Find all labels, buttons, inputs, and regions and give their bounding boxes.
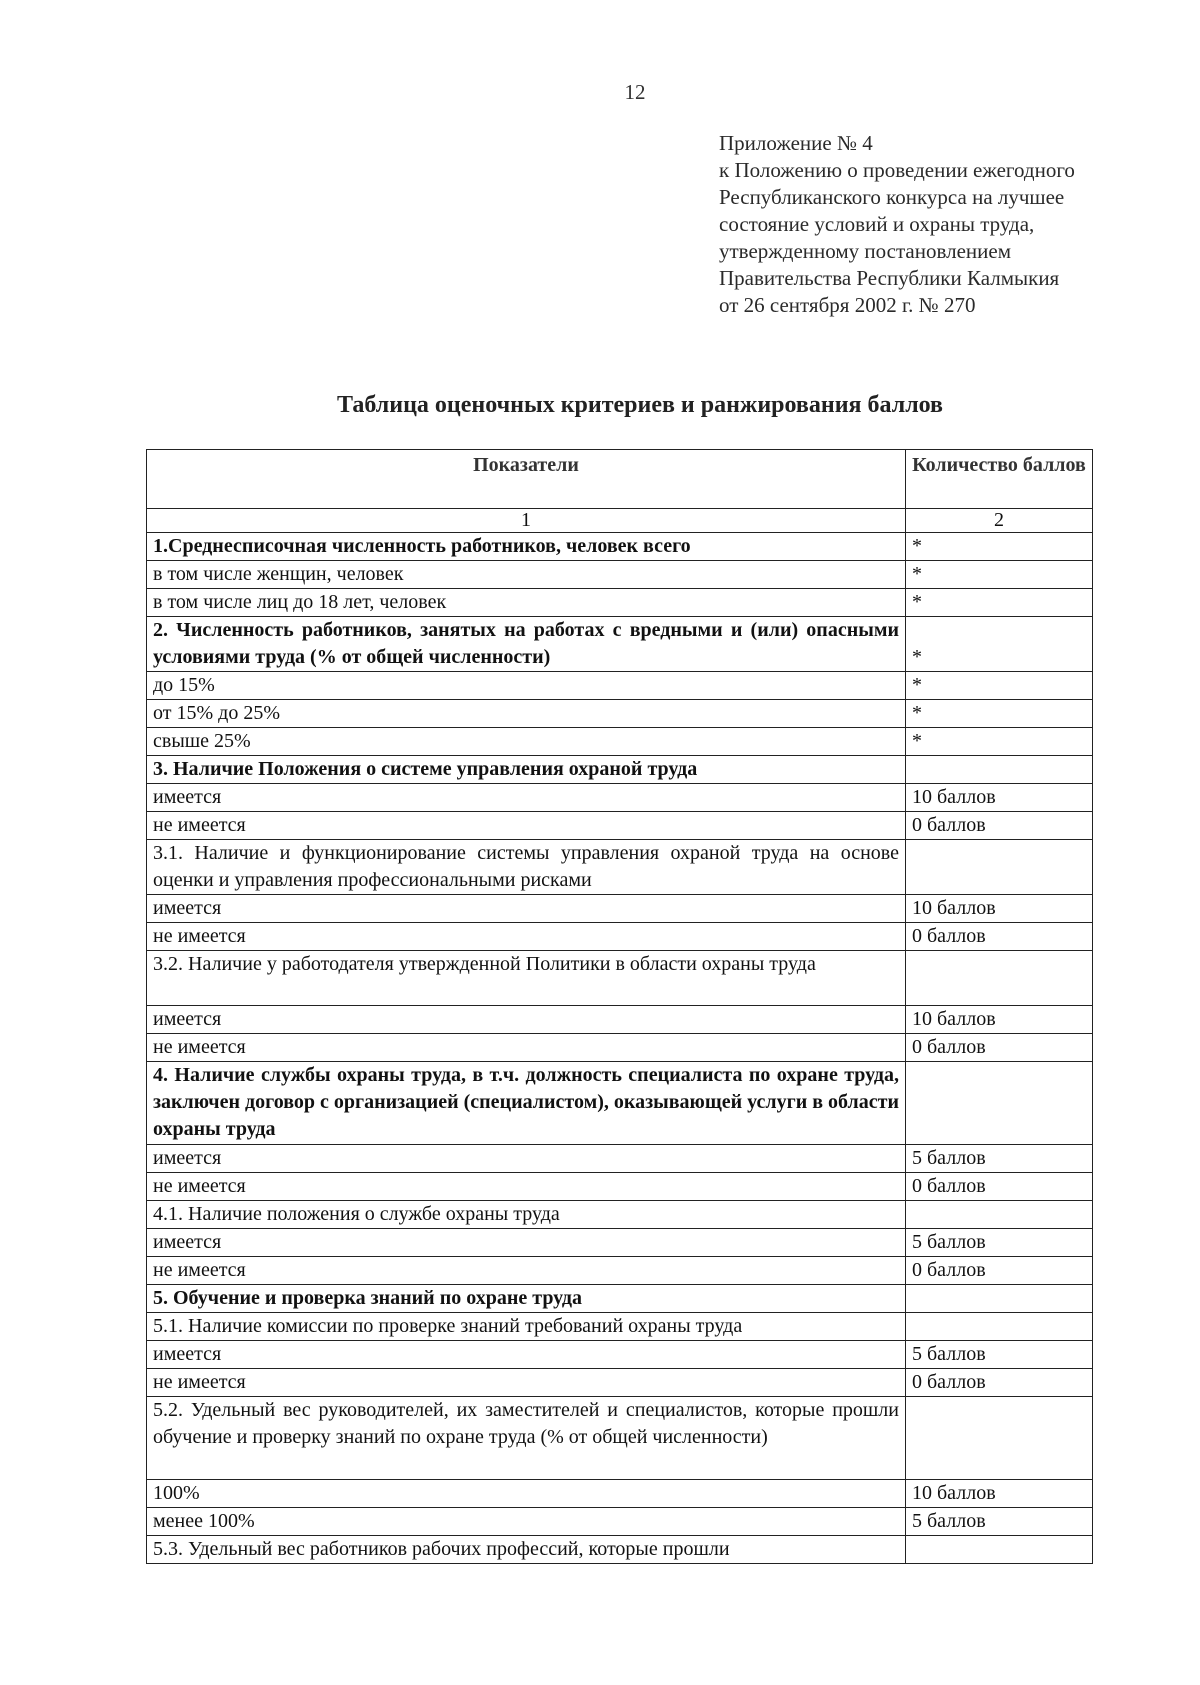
points-cell: 0 баллов <box>906 1257 1093 1285</box>
appendix-line: Республиканского конкурса на лучшее <box>719 185 1065 209</box>
table-row <box>147 1369 1093 1397</box>
criterion-cell: 3. Наличие Положения о системе управления охраной труда <box>147 756 906 784</box>
criterion-cell: 5.3. Удельный вес работников рабочих профессий, которые прошли <box>147 1536 906 1564</box>
points-cell: 10 баллов <box>906 1480 1093 1508</box>
points-cell <box>906 1062 1093 1145</box>
page-number: 12 <box>624 80 646 104</box>
points-cell: 5 баллов <box>906 1145 1093 1173</box>
points-cell: * <box>906 589 1093 617</box>
criterion-cell: 5.1. Наличие комиссии по проверке знаний требований охраны труда <box>147 1313 906 1341</box>
criterion-cell: не имеется <box>147 1034 906 1062</box>
document-title: Таблица оценочных критериев и ранжирования баллов <box>336 392 944 418</box>
table-row <box>147 533 1093 561</box>
table-column-numbers-row <box>147 509 1093 533</box>
table-row <box>147 1341 1093 1369</box>
appendix-line: Правительства Республики Калмыкия <box>719 266 1060 290</box>
table-row <box>147 1062 1093 1145</box>
table-row <box>147 1536 1093 1564</box>
points-cell <box>906 951 1093 1006</box>
table-row <box>147 1313 1093 1341</box>
points-cell: 0 баллов <box>906 1173 1093 1201</box>
column-number-1: 1 <box>147 509 906 533</box>
criterion-cell: 1.Среднесписочная численность работников, человек всего <box>147 533 906 561</box>
appendix-line: Приложение № 4 <box>719 131 873 155</box>
table-row <box>147 728 1093 756</box>
table-row <box>147 589 1093 617</box>
table-row <box>147 1173 1093 1201</box>
table-row <box>147 1257 1093 1285</box>
points-cell: * <box>906 561 1093 589</box>
criterion-cell: 3.2. Наличие у работодателя утвержденной Политики в области охраны труда <box>147 951 906 1006</box>
criterion-cell: имеется <box>147 1229 906 1257</box>
table-row <box>147 617 1093 672</box>
table-row <box>147 1006 1093 1034</box>
points-cell: * <box>906 533 1093 561</box>
points-cell: * <box>906 700 1093 728</box>
criterion-cell: имеется <box>147 1341 906 1369</box>
table-row <box>147 1480 1093 1508</box>
points-cell: * <box>906 617 1093 672</box>
criterion-cell: в том числе лиц до 18 лет, человек <box>147 589 906 617</box>
points-cell: 10 баллов <box>906 1006 1093 1034</box>
points-cell: 0 баллов <box>906 1034 1093 1062</box>
appendix-line: состояние условий и охраны труда, <box>719 212 1035 236</box>
criterion-cell: имеется <box>147 1145 906 1173</box>
criterion-cell: от 15% до 25% <box>147 700 906 728</box>
points-cell: 10 баллов <box>906 895 1093 923</box>
criterion-cell: не имеется <box>147 923 906 951</box>
criterion-cell: 3.1. Наличие и функционирование системы управления охраной труда на основе оценки и управления профессиональными рисками <box>147 840 906 895</box>
table-row <box>147 784 1093 812</box>
criterion-cell: 4. Наличие службы охраны труда, в т.ч. должность специалиста по охране труда, заключен договор с организацией (специалистом), оказывающей услуги в области охраны труда <box>147 1062 906 1145</box>
table-row <box>147 1145 1093 1173</box>
points-cell: 5 баллов <box>906 1508 1093 1536</box>
points-cell <box>906 1285 1093 1313</box>
table-row <box>147 812 1093 840</box>
table-row <box>147 700 1093 728</box>
points-cell <box>906 1536 1093 1564</box>
points-cell: 5 баллов <box>906 1341 1093 1369</box>
criterion-cell: 100% <box>147 1480 906 1508</box>
table-header-row <box>147 450 1093 509</box>
criterion-cell: не имеется <box>147 1173 906 1201</box>
criterion-cell: не имеется <box>147 1257 906 1285</box>
points-cell: 5 баллов <box>906 1229 1093 1257</box>
points-cell: 0 баллов <box>906 923 1093 951</box>
criterion-cell: 5. Обучение и проверка знаний по охране труда <box>147 1285 906 1313</box>
criterion-cell: имеется <box>147 784 906 812</box>
criterion-cell: менее 100% <box>147 1508 906 1536</box>
table-row <box>147 672 1093 700</box>
criterion-cell: 5.2. Удельный вес руководителей, их заместителей и специалистов, которые прошли обучение и проверку знаний по охране труда (% от общей численности) <box>147 1397 906 1480</box>
points-cell <box>906 1201 1093 1229</box>
criteria-table-body <box>147 533 1093 1564</box>
table-row <box>147 1229 1093 1257</box>
points-cell: * <box>906 728 1093 756</box>
criterion-cell: имеется <box>147 895 906 923</box>
criterion-cell: 4.1. Наличие положения о службе охраны труда <box>147 1201 906 1229</box>
table-row <box>147 951 1093 1006</box>
appendix-line: к Положению о проведении ежегодного <box>719 158 1075 182</box>
table-row <box>147 1508 1093 1536</box>
table-row <box>147 895 1093 923</box>
points-cell <box>906 840 1093 895</box>
table-row <box>147 561 1093 589</box>
criterion-cell: не имеется <box>147 812 906 840</box>
points-cell <box>906 1397 1093 1480</box>
table-row <box>147 1034 1093 1062</box>
criterion-cell: 2. Численность работников, занятых на работах с вредными и (или) опасными условиями труда (% от общей численности) <box>147 617 906 672</box>
table-row <box>147 923 1093 951</box>
points-cell <box>906 756 1093 784</box>
header-indicators: Показатели <box>147 450 906 509</box>
criterion-cell: свыше 25% <box>147 728 906 756</box>
points-cell: * <box>906 672 1093 700</box>
table-row <box>147 1201 1093 1229</box>
appendix-line: утвержденному постановлением <box>719 239 1012 263</box>
table-row <box>147 840 1093 895</box>
points-cell: 10 баллов <box>906 784 1093 812</box>
points-cell: 0 баллов <box>906 812 1093 840</box>
criterion-cell: в том числе женщин, человек <box>147 561 906 589</box>
points-cell: 0 баллов <box>906 1369 1093 1397</box>
table-row <box>147 756 1093 784</box>
appendix-line: от 26 сентября 2002 г. № 270 <box>719 293 976 317</box>
table-row <box>147 1285 1093 1313</box>
points-cell <box>906 1313 1093 1341</box>
criterion-cell: не имеется <box>147 1369 906 1397</box>
criterion-cell: до 15% <box>147 672 906 700</box>
header-points: Количество баллов <box>906 450 1093 509</box>
column-number-2: 2 <box>906 509 1093 533</box>
appendix-reference <box>719 130 1159 319</box>
criterion-cell: имеется <box>147 1006 906 1034</box>
table-row <box>147 1397 1093 1480</box>
criteria-table <box>146 449 1093 1564</box>
